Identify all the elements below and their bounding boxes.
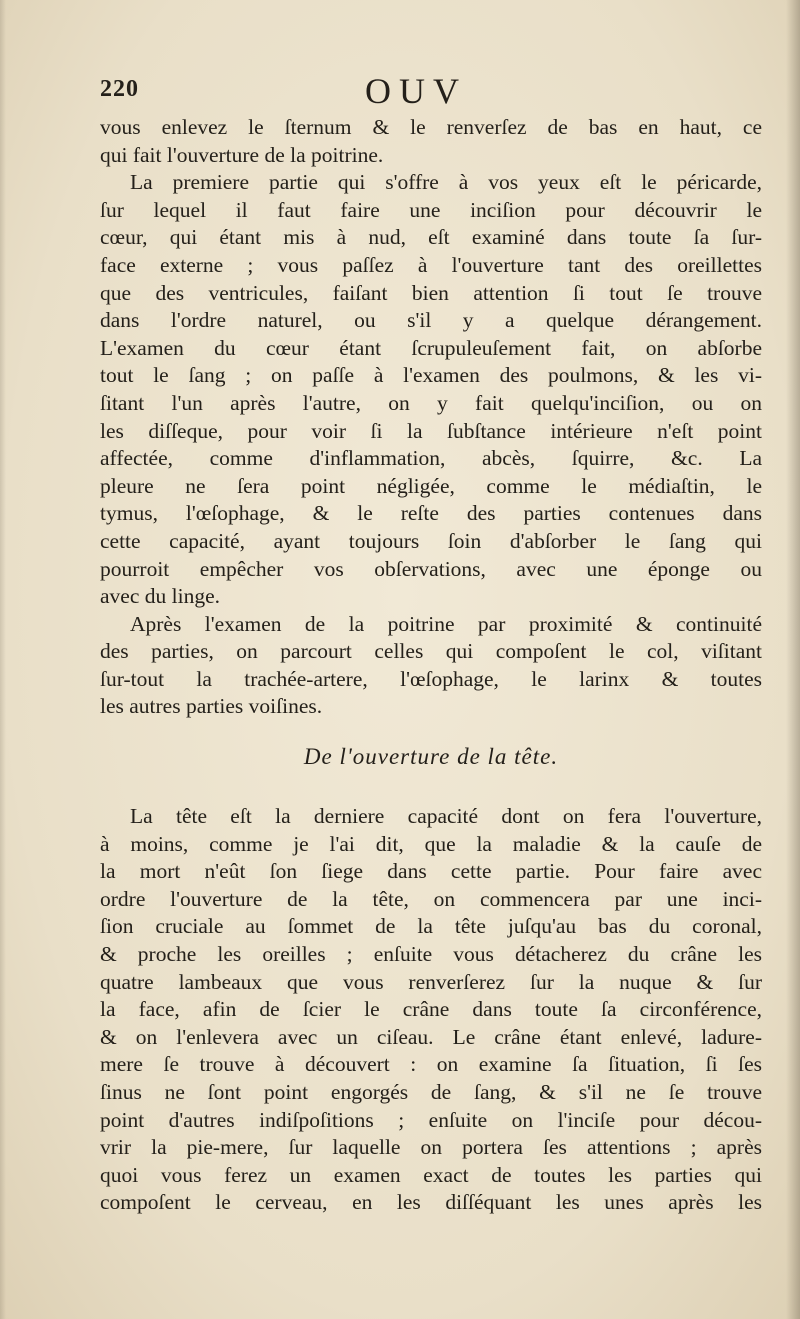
text-line: ſur lequel il faut faire une inciſion pour découvrir le <box>100 197 762 222</box>
text-line: ſitant l'un après l'autre, on y fait quelqu'inciſion, ou on <box>100 390 762 415</box>
text-line: ſinus ne ſont point engorgés de ſang, & s'il ne ſe trouve <box>100 1080 762 1104</box>
text-line: & on l'enlevera avec un ciſeau. Le crâne étant enlevé, ladure- <box>100 1024 762 1049</box>
text-line: la mort n'eût ſon ſiege dans cette partie. Pour faire avec <box>100 859 762 884</box>
text-line: que des ventricules, faiſant bien attention ſi tout ſe trouve <box>100 280 762 305</box>
text-line: à moins, comme je l'ai dit, que la maladie & la cauſe de <box>100 831 762 856</box>
text-line: quatre lambeaux que vous renverſerez ſur la nuque & ſur <box>100 969 762 994</box>
text-line: L'examen du cœur étant ſcrupuleuſement fait, on abſorbe <box>100 335 762 360</box>
text-line: les autres parties voiſines. <box>100 694 323 719</box>
text-line: quoi vous ferez un examen exact de toutes les parties qui <box>100 1162 762 1187</box>
section-title: De l'ouverture de la tête. <box>303 744 559 770</box>
text-line: La tête eſt la derniere capacité dont on fera l'ouverture, <box>130 804 762 829</box>
text-line: ſion cruciale au ſommet de la tête juſqu'au bas du coronal, <box>100 914 762 939</box>
text-line: & proche les oreilles ; enſuite vous détacherez du crâne les <box>100 942 762 967</box>
text-line: point d'autres indiſpoſitions ; enſuite on l'inciſe pour décou- <box>100 1107 762 1132</box>
text-line: ſur-tout la trachée-artere, l'œſophage, le larinx & toutes <box>100 666 762 691</box>
text-line: les diſſeque, pour voir ſi la ſubſtance intérieure n'eſt point <box>100 418 762 443</box>
text-line: tout le ſang ; on paſſe à l'examen des poulmons, & les vi- <box>100 363 762 388</box>
text-line: pourroit empêcher vos obſervations, avec une éponge ou <box>100 556 762 581</box>
text-line: avec du linge. <box>100 584 220 609</box>
text-line: tymus, l'œſophage, & le reſte des parties contenues dans <box>100 501 762 526</box>
section-spacer <box>100 793 762 803</box>
text-line: Après l'examen de la poitrine par proximité & continuité <box>130 611 762 636</box>
page-header <box>100 70 760 110</box>
text-line: affectée, comme d'inflammation, abcès, ſquirre, &c. La <box>100 446 762 471</box>
text-line: ordre l'ouverture de la tête, on commencera par une inci- <box>100 886 762 911</box>
text-line: la face, afin de ſcier le crâne dans toute ſa circonférence, <box>100 997 762 1022</box>
text-line: face externe ; vous paſſez à l'ouverture tant des oreillettes <box>100 252 762 277</box>
text-line: La premiere partie qui s'offre à vos yeux eſt le péricarde, <box>130 170 762 195</box>
text-line: cette capacité, ayant toujours ſoin d'abſorber le ſang qui <box>100 528 762 553</box>
running-head: OUV <box>365 71 467 111</box>
text-line: dans l'ordre naturel, ou s'il y a quelque dérangement. <box>100 308 762 333</box>
page-number: 220 <box>100 76 139 102</box>
text-line: compoſent le cerveau, en les diſſéquant les unes après les <box>100 1190 762 1215</box>
text-line: des parties, on parcourt celles qui compoſent le col, viſitant <box>100 639 762 664</box>
text-line: vous enlevez le ſternum & le renverſez de bas en haut, ce <box>100 115 762 139</box>
text-line: vrir la pie-mere, ſur laquelle on portera ſes attentions ; après <box>100 1135 762 1160</box>
text-line: cœur, qui étant mis à nud, eſt examiné dans toute ſa ſur- <box>100 225 762 250</box>
text-line: qui fait l'ouverture de la poitrine. <box>100 142 384 167</box>
page-edge-shadow <box>786 0 800 1319</box>
body-text <box>100 114 762 1217</box>
text-line: mere ſe trouve à découvert : on examine ſa ſituation, ſi ſes <box>100 1052 762 1077</box>
text-line: pleure ne ſera point négligée, comme le médiaſtin, le <box>100 473 762 498</box>
page-gutter-shadow <box>0 0 6 1319</box>
